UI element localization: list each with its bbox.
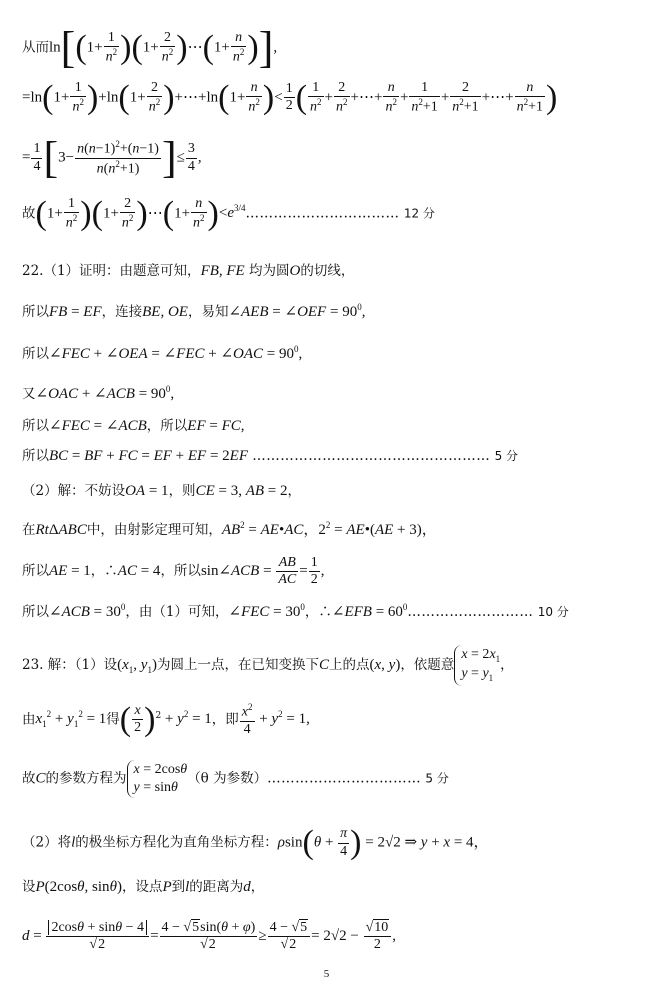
q22-line-4: 又∠OAC + ∠ACB = $90^0$, [22, 384, 175, 402]
score-10: 10 分 [537, 605, 569, 619]
t: ，所以 [160, 563, 201, 580]
q22-line-2: 所以FB = EF，连接BE, OE，易知∠AEB = ∠OEF = $90^0$, [22, 302, 366, 320]
q22-line-3: 所以∠FEC + ∠OEA = ∠FEC + ∠OAC = $90^0$, [22, 344, 303, 362]
text-gu: 故 [22, 205, 36, 222]
t: 的距离为 [189, 879, 244, 895]
q22-line-5: 所以∠FEC = ∠ACB，所以EF = FC, [22, 418, 245, 434]
q23-part2-line-1: （2）将l的极坐标方程化为直角坐标方程：ρsin(θ + $\frac{\pi}{4}$ ) = 2√2 ⇒ y + x = 4， [22, 824, 489, 861]
q23-line-2: 由$x_1^2 + y_1^2 = 1$得( $\frac{x}{2}$ )$^2 + y^2 = 1$，即 $\frac{x^2}{4}$ + $y^2 = 1$, [22, 700, 310, 738]
math-line-4: 故(1+ $\frac{1}{n^2}$ )(1+ $\frac{2}{n^2}$ )⋯(1+ $\frac{n}{n^2}$ )$<e^{3/4}\dots\dots\dots\dots\dots\dots\dots\dots\dots\dots\dots$ 12 分 [22, 194, 435, 232]
t: （2）解：不妨设 [22, 483, 126, 499]
t: ，则 [168, 483, 196, 499]
t: 在 [22, 522, 36, 538]
math-line-3: = $\frac{1}{4}$ [3− $\frac{n(n-1)^2+(n-1)}{n(n^2+1)}$ ]≤ $\frac{3}{4}$ , [22, 133, 202, 182]
q22-head: 22.（1）证明：由题意可知， [22, 263, 201, 279]
q23-line-3: 故C的参数方程为 x = 2cosθ y = sinθ （θ 为参数）…………………………… 5 分 [22, 760, 449, 798]
t: ，即 [211, 711, 239, 728]
page-number: 5 [323, 968, 330, 980]
t: ，连接 [101, 304, 143, 320]
t: ，设点 [121, 879, 163, 895]
t: 上的点 [328, 656, 370, 673]
score-5b: 5 分 [425, 771, 449, 786]
score-12: 12 分 [403, 206, 435, 221]
t: 所以 [22, 563, 49, 580]
math-line-2: =ln(1+ $\frac{1}{n^2}$ )+ln(1+ $\frac{2}{n^2}$ )+⋯+ln(1+ $\frac{n}{n^2}$ )< $\frac{1}{2}$ ( $\frac{1}{n^2}$ + $\frac{2}{n^2}$ +⋯+ $\frac{n}{n^2}$ + $\frac{1}{n^2+1}$ + $\frac{2}{n^2+1}$ +⋯+ $\frac{n}{n^2+1}$ ) [22, 78, 558, 116]
text-congerer: 从而 [22, 39, 49, 56]
q22-part2-line-1: （2）解：不妨设OA = 1，则CE = 3, AB = 2， [22, 483, 301, 499]
t: ，依题意 [400, 656, 455, 673]
q23-line-1: 23. 解：（1）设($x_1$, $y_1$)为圆上一点，在已知变换下C上的点(x, y)，依题意 $x = 2x_1$ $y = y_1$ ， [22, 645, 514, 686]
t: 所以 [22, 448, 49, 464]
q22-part2-line-2: 在RtΔABC中，由射影定理可知，$AB^2$ = AE•AC，$2^2$ = AE•(AE + 3)， [22, 520, 437, 538]
t: 所以 [22, 604, 49, 620]
t: ，易知 [187, 304, 229, 320]
t: ，由（1）可知， [125, 604, 229, 620]
score-5: 5 分 [494, 449, 519, 463]
q22-line-1: 22.（1）证明：由题意可知，FB, FE 均为圆O的切线， [22, 263, 355, 279]
q22-line-6: 所以BC = BF + FC = EF + EF = 2EF …………………………………………… 5 分 [22, 448, 519, 464]
t: 中，由射影定理可知， [86, 522, 222, 538]
t: （θ 为参数） [187, 770, 268, 787]
q23-part2-line-2: 设P(2cosθ, sinθ)，设点P到l的距离为d， [22, 879, 265, 895]
t: ，∴ [90, 563, 118, 580]
t: 的参数方程为 [45, 770, 127, 787]
q23-head: 23. 解：（1）设 [22, 656, 118, 673]
t: 故 [22, 770, 36, 787]
t: 的极坐标方程化为直角坐标方程： [75, 834, 278, 851]
t: 又 [22, 386, 36, 402]
t: （2）将 [22, 834, 72, 851]
q22-part2-line-3: 所以AE = 1，∴AC = 4，所以sin∠ACB = $\frac{AB}{AC}$ = $\frac{1}{2}$ , [22, 555, 325, 588]
t: 所以 [22, 346, 49, 362]
t: 得 [106, 711, 120, 728]
q22-part2-line-4: 所以∠ACB = $30^0$，由（1）可知，∠FEC = $30^0$，∴∠EFB = $60^0\dots\dots\dots\dots\dots\dots\dots\dots\dots$ 10 分 [22, 602, 569, 620]
t: 由 [22, 711, 36, 728]
t: ，所以 [146, 418, 188, 434]
q23-part2-line-3: d = $\frac{2\cos\theta + \sin\theta - 4}{√2}$ = $\frac{4 - √5\sin(\theta + \varphi)}{√2}$ ≥ $\frac{4 - √5}{√2}$ = 2√2 − $\frac{√10}{2}$ , [22, 920, 397, 953]
math-line-1: 从而ln[(1+ $\frac{1}{n^2}$ )(1+ $\frac{2}{n^2}$ )⋯(1+ $\frac{n}{n^2}$ )], [22, 23, 278, 72]
t: 设 [22, 879, 36, 895]
t: 所以 [22, 418, 49, 434]
q22-head-tail: 均为圆 [249, 263, 290, 279]
q22-head-tail2: 的切线， [300, 263, 355, 279]
t: ，∴ [304, 604, 332, 620]
t: 到 [171, 879, 186, 895]
t: 为圆上一点，在已知变换下 [156, 656, 319, 673]
t: 所以 [22, 304, 49, 320]
